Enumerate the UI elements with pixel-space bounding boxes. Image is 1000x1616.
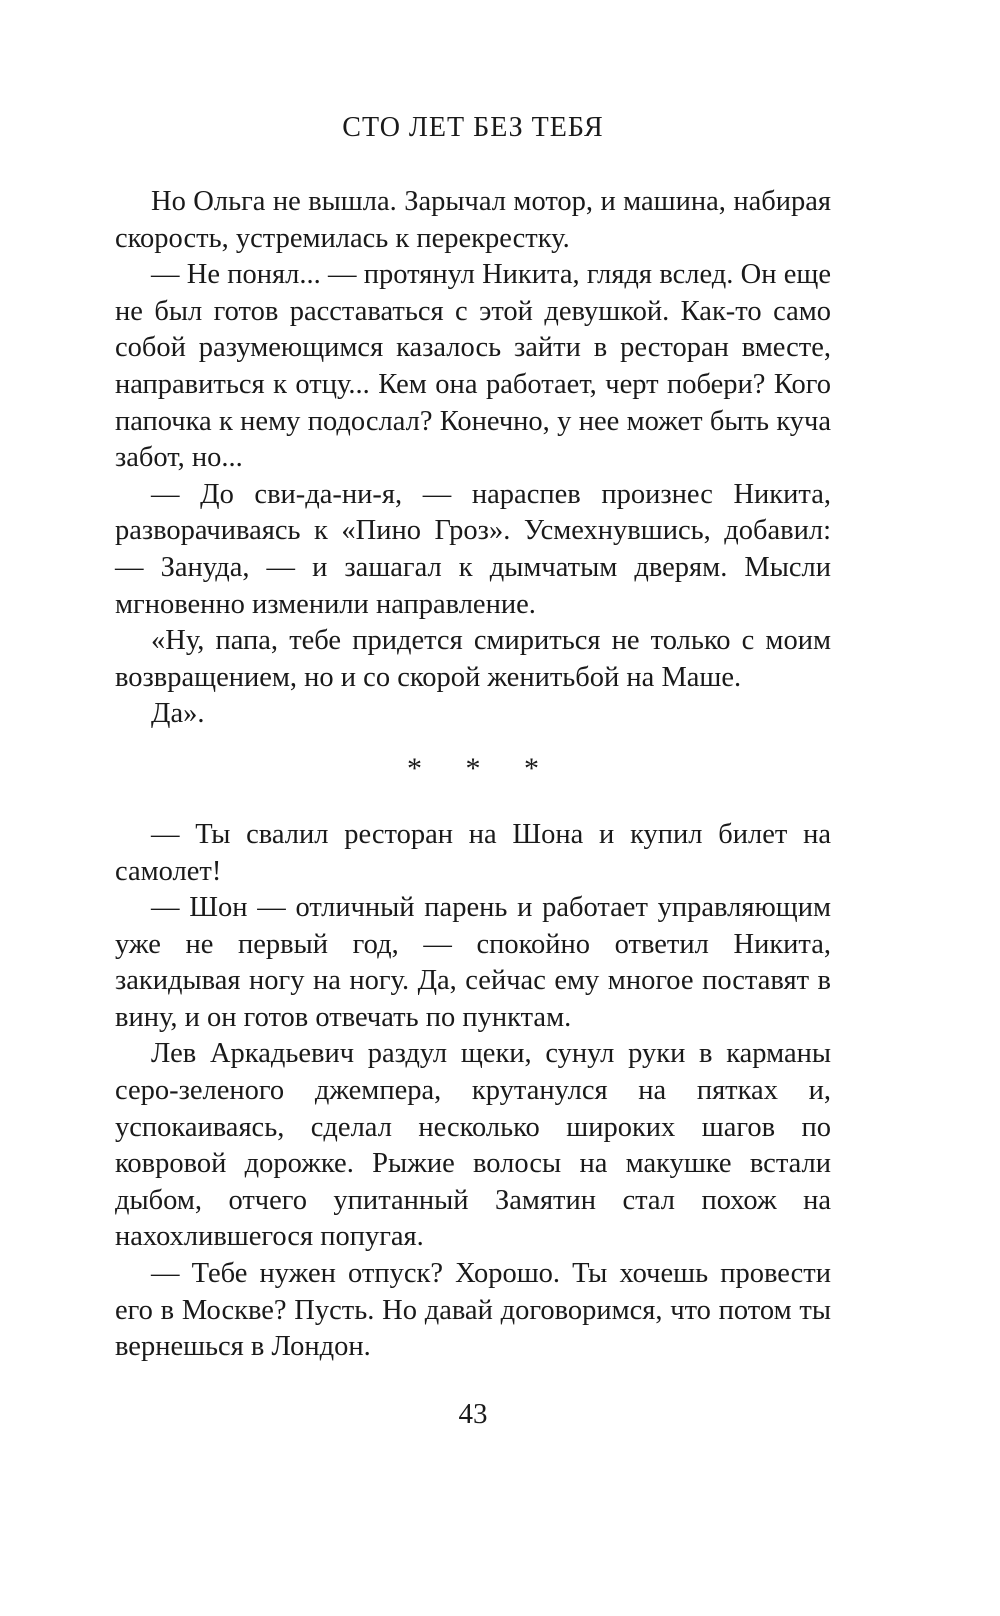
- page-number: 43: [458, 1398, 488, 1430]
- paragraph: Но Ольга не вышла. Зарычал мотор, и машина, набирая скорость, устремилась к перекрестку.: [115, 186, 831, 254]
- paragraph: — Тебе нужен отпуск? Хорошо. Ты хочешь провести его в Москве? Пусть. Но давай договоримся, что потом ты вернешься в Лондон.: [115, 1258, 831, 1363]
- paragraph: Лев Аркадьевич раздул щеки, сунул руки в карманы серо-зеленого джемпера, крутанулся на пятках и, успокаиваясь, сделал несколько широких шагов по ковровой дорожке. Рыжие волосы на макушке встали дыбом, отчего упитанный Замятин стал похож на нахохлившегося попугая.: [115, 1038, 831, 1253]
- paragraph: — Ты свалил ресторан на Шона и купил билет на самолет!: [115, 818, 831, 887]
- paragraph: — До сви-да-ни-я, — нараспев произнес Никита, разворачиваясь к «Пино Гроз». Усмехнувшись, добавил: — Зануда, — и зашагал к дымчатым дверям. Мысли мгновенно изменили направление.: [115, 478, 831, 620]
- running-head: СТО ЛЕТ БЕЗ ТЕБЯ: [342, 112, 604, 143]
- paragraph: — Не понял... — протянул Никита, глядя вслед. Он еще не был готов расставаться с этой девушкой. Как-то само собой разумеющимся казалось зайти в ресторан вместе, направиться к отцу... Кем она работает, черт побери? Кого папочка к нему подослал? Конечно, у нее может быть куча забот, но...: [115, 259, 831, 474]
- section-separator: * * *: [407, 751, 557, 785]
- body-text: [115, 184, 831, 1366]
- paragraph: — Шон — отличный парень и работает управляющим уже не первый год, — спокойно ответил Никита, закидывая ногу на ногу. Да, сейчас ему многое поставят в вину, и он готов отвечать по пунктам.: [115, 892, 831, 1033]
- paragraph: «Ну, папа, тебе придется смириться не только с моим возвращением, но и со скорой женитьбой на Маше.: [115, 625, 831, 693]
- paragraph: Да».: [151, 698, 205, 730]
